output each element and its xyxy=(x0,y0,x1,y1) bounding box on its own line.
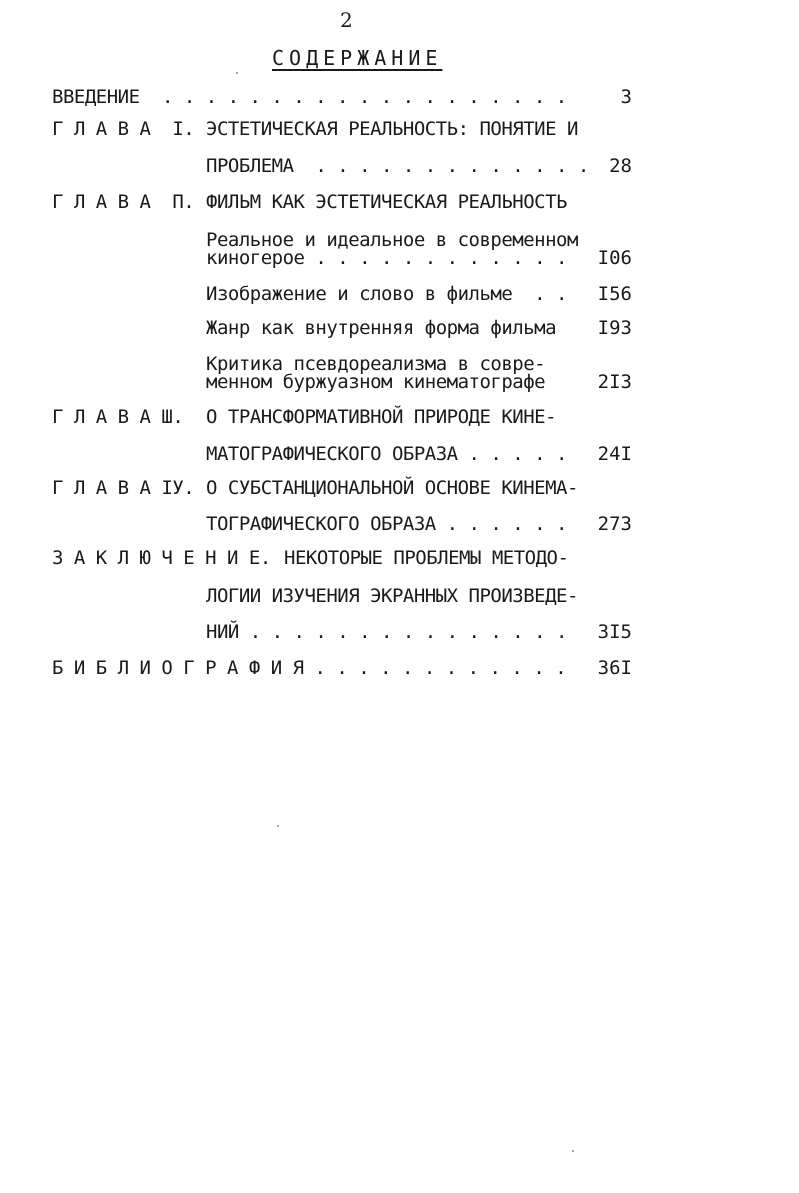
toc-chapter-label: Г Л А В А П. xyxy=(52,191,195,213)
toc-page-number: I56 xyxy=(597,283,632,305)
toc-page-number: 24I xyxy=(597,443,632,465)
toc-chapter-title-cont: ПРОБЛЕМА . . . . . . . . . . . . . xyxy=(206,155,589,177)
toc-chapter-title-cont: ТОГРАФИЧЕСКОГО ОБРАЗА . . . . . . xyxy=(206,513,567,535)
toc-conclusion-title-cont: ЛОГИИ ИЗУЧЕНИЯ ЭКРАННЫХ ПРОИЗВЕДЕ- xyxy=(206,585,578,607)
toc-chapter-title: О ТРАНСФОРМАТИВНОЙ ПРИРОДЕ КИНЕ- xyxy=(206,406,557,428)
toc-section-title-cont: киногерое . . . . . . . . . . . . xyxy=(206,247,567,269)
toc-chapter-label: Г Л А В А IУ. xyxy=(52,477,195,499)
page-number: 2 xyxy=(340,8,353,32)
toc-page-number: I93 xyxy=(597,317,632,339)
toc-conclusion-title-cont: НИЙ . . . . . . . . . . . . . . . xyxy=(206,621,567,643)
toc-section-title: Критика псевдореализма в совре- xyxy=(206,353,546,375)
toc-chapter-label: Г Л А В А I. xyxy=(52,118,195,140)
toc-section-title: Реальное и идеальное в современном xyxy=(206,229,578,251)
toc-page-number: 28 xyxy=(609,155,632,177)
toc-page-number: 3I5 xyxy=(597,621,632,643)
toc-leader-dots: . . . . . . . . . . . . . . . . . . . xyxy=(162,86,567,108)
toc-page-number: 2I3 xyxy=(597,371,632,393)
scan-speck xyxy=(277,825,279,827)
toc-chapter-title: О СУБСТАНЦИОНАЛЬНОЙ ОСНОВЕ КИНЕМА- xyxy=(206,477,578,499)
toc-chapter-title-cont: МАТОГРАФИЧЕСКОГО ОБРАЗА . . . . . xyxy=(206,443,567,465)
toc-section-title: Изображение и слово в фильме . . xyxy=(206,283,567,305)
toc-page-number: 3 xyxy=(620,86,632,108)
toc-conclusion-label: З А К Л Ю Ч Е Н И Е. xyxy=(52,547,271,569)
scan-speck xyxy=(236,72,238,74)
scan-speck xyxy=(572,1150,574,1152)
toc-chapter-label: Г Л А В А Ш. xyxy=(52,406,184,428)
toc-page-number: 273 xyxy=(597,513,632,535)
toc-bibliography-label: Б И Б Л И О Г Р А Ф И Я . . . . . . . . . . . . xyxy=(52,657,567,679)
toc-page-number: 36I xyxy=(597,657,632,679)
toc-chapter-title: ФИЛЬМ КАК ЭСТЕТИЧЕСКАЯ РЕАЛЬНОСТЬ xyxy=(206,191,567,213)
toc-section-title-cont: менном буржуазном кинематографе xyxy=(206,371,546,393)
page-title: СОДЕРЖАНИЕ xyxy=(272,46,443,70)
toc-conclusion-title: НЕКОТОРЫЕ ПРОБЛЕМЫ МЕТОДО- xyxy=(284,547,569,569)
toc-label-introduction: ВВЕДЕНИЕ xyxy=(52,86,140,108)
toc-section-title: Жанр как внутренняя форма фильма xyxy=(206,317,557,339)
toc-page-number: I06 xyxy=(597,247,632,269)
toc-chapter-title: ЭСТЕТИЧЕСКАЯ РЕАЛЬНОСТЬ: ПОНЯТИЕ И xyxy=(206,118,578,140)
